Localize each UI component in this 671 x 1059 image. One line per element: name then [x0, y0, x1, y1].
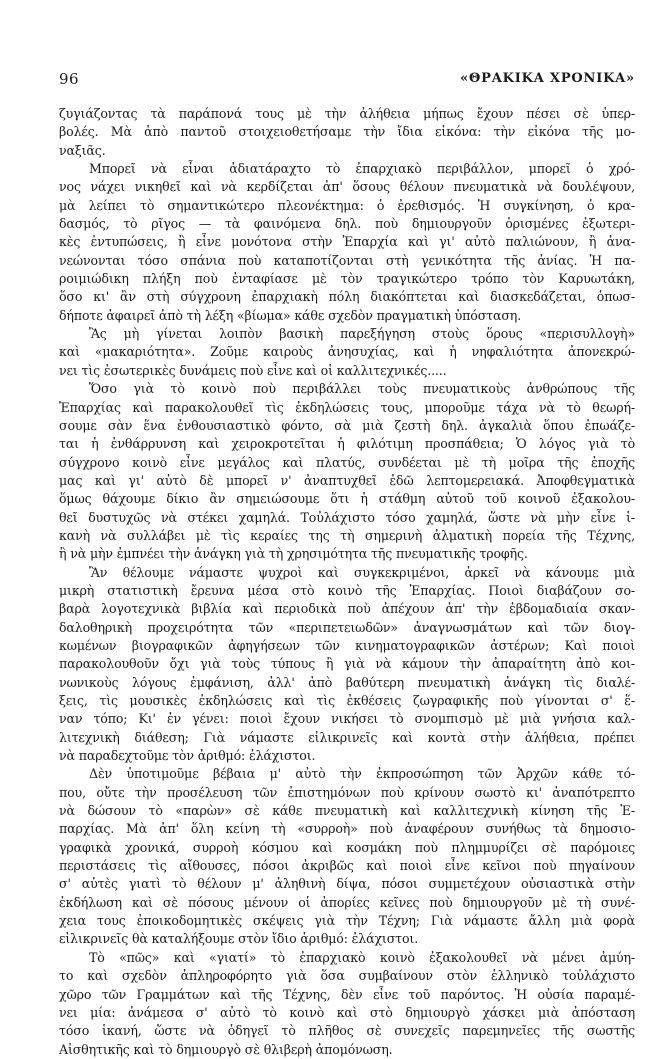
- page: [59, 70, 635, 1059]
- text-line: ὅσο κι' ἂν στὴ σύγχρονη ἐπαρχιακὴ πόλη διακόπτεται καὶ διασκεδάζεται, ὁπωσ-: [59, 289, 635, 305]
- text-line: νεώνονται τόσο σπάνια ποὺ καταποτίζονται στὴ γενικότητα τῆς ἀνίας. Ἡ πα-: [59, 252, 635, 268]
- text-line: Ὅσο γιὰ τὸ κοινὸ ποὺ περιβάλλει τοὺς πνευματικοὺς ἀνθρώπους τῆς: [89, 381, 635, 397]
- paragraph: [59, 160, 635, 325]
- text-line: μὰ λείπει τὸ σημαντικώτερο πλεονέκτημα: ὁ ἐρεθισμός. Ἡ συγκίνηση, ὁ κρα-: [59, 197, 635, 213]
- text-line: μας καὶ γι' αὐτὸ δὲ μπορεῖ ν' ἀναπτυχθεῖ ἐδῶ λεπτομερειακά. Ἀποφθεγματικὰ: [59, 472, 635, 488]
- text-line: Μπορεῖ νὰ εἶναι ἀδιατάραχτο τὸ ἐπαρχιακὸ περιβάλλον, μπορεῖ ὁ χρό-: [89, 161, 635, 177]
- running-head: [59, 70, 635, 92]
- text-line: παρχίας. Μὰ ἀπ' ὅλη κείνη τὴ «συρροὴ» ποὺ ἀναφέρουν συνήθως τὰ δημοσιο-: [59, 821, 635, 837]
- text-line: περιστάσεις τὶς αἴθουσες, πόσοι ἀκριβῶς καὶ ποιοὶ εἶνε κεῖνοι ποὺ πηγαίνουν: [59, 858, 635, 874]
- text-line: κανὴ νὰ συλλάβει μὲ τὶς κεραίες της τὴ σημερινὴ ἀλματικὴ πορεία τῆς Τέχνης,: [59, 527, 635, 543]
- text-line: χῶρο τῶν Γραμμάτων καὶ τῆς Τέχνης, δὲν εἶνε τοῦ παρόντος. Ἡ οὐσία παραμέ-: [59, 986, 635, 1002]
- text-line: Αἰσθητικῆς καὶ τὸ δημιουργὸ σὲ θλιβερὴ ἀπομόνωση.: [59, 1041, 393, 1057]
- text-line: δαλοθηρικὴ προχειρότητα τῶν «περιπετειωδῶν» ἀναγνωσμάτων καὶ τῶν διογ-: [59, 619, 635, 635]
- text-line: ἢ νὰ μὴν ἐμπνέει τὴν ἀνάγκη γιὰ τὴ χρησιμότητα τῆς πνευματικῆς τροφῆς.: [59, 546, 528, 562]
- text-line: εἰλικρινεῖς θὰ καταλήξουμε στὸν ἴδιο ἀριθμό: ἐλάχιστοι.: [59, 931, 419, 947]
- text-line: τόσο ἱκανή, ὥστε νὰ ὁδηγεῖ τὸ πλῆθος σὲ συνεχεῖς παρεμηνεῖες τῆς σωστῆς: [59, 1023, 635, 1039]
- text-line: ροιμιώδικη πλήξη ποὺ ἐνταφίασε μὲ τὸν τραγικώτερο τρόπο τὸν Καρυωτάκη,: [59, 271, 635, 287]
- text-line: νει τὶς ἐσωτερικὲς δυνάμεις ποὺ εἶνε καὶ οἱ καλλιτεχνικές.....: [59, 362, 447, 378]
- text-line: που, οὔτε τὴν προσέλευση τῶν ἐπιστημόνων ποὺ κρίνουν σωστὸ κι' ἀναπότρεπτο: [59, 784, 635, 800]
- text-line: νὰ παραδεχτοῦμε τὸν ἀριθμό: ἐλάχιστοι.: [59, 748, 316, 764]
- text-line: βολές. Μὰ ἀπὸ παντοῦ στοιχειοθετήσαμε τὴν ἴδια εἰκόνα: τὴν εἰκόνα τῆς μο-: [59, 124, 635, 140]
- text-line: δασμός, τὸ ρῖγος — τὰ φαινόμενα δηλ. ποὺ δημιουργοῦν ὁρισμένες ἐξωτερι-: [59, 216, 635, 232]
- text-line: ζυγιάζοντας τὰ παράπονά τους μὲ τὴν ἀλήθεια μήπως ἔχουν πέσει σὲ ὑπερ-: [59, 106, 635, 121]
- text-line: κὲς ἐντυπώσεις, ἢ εἶνε μονότονα στὴν Ἐπαρχία καὶ γι' αὐτὸ παλιώνουν, ἢ ἀνα-: [59, 234, 635, 250]
- paragraph: [59, 949, 635, 1059]
- text-line: Ἐπαρχίας καὶ παρακολουθεῖ τὶς ἐκδηλώσεις τους, μποροῦμε τάχα νὰ τὸ θεωρή-: [59, 399, 635, 415]
- journal-title: «ΘΡΑΚΙΚΑ ΧΡΟΝΙΚΑ»: [460, 71, 635, 86]
- text-line: ὅμως θάχουμε δίκιο ἂν σημειώσουμε ὅτι ἡ στάθμη αὐτοῦ τοῦ κοινοῦ ἐξακολου-: [59, 491, 635, 507]
- text-line: χεια τους ἐποικοδομητικὲς σκέψεις γιὰ τὴν Τέχνη; Γιὰ νάμαστε ἄλλη μιὰ φορὰ: [59, 913, 635, 929]
- text-line: Ἂν θέλουμε νάμαστε ψυχροὶ καὶ συγκεκριμένοι, ἀρκεῖ νὰ κάνουμε μιὰ: [89, 564, 635, 580]
- text-line: καὶ «μακαριότητα». Ζοῦμε καιροὺς ἀνησυχίας, καὶ ἡ νηφαλιότητα ἀπονεκρώ-: [59, 344, 635, 360]
- text-line: Τὸ «πῶς» καὶ «γιατί» τὸ ἐπαρχιακὸ κοινὸ ἐξακολουθεῖ νὰ μένει ἀμύη-: [89, 949, 635, 965]
- text-line: νωνικοὺς λόγους ἐμφάνιση, ἀλλ' ἀπὸ βαθύτερη πνευματικὴ ἀνάγκη τὶς διαλέ-: [59, 674, 635, 690]
- text-line: σουμε σὰν ἕνα ἐνθουσιαστικὸ φόντο, σὰ μιὰ ζεστὴ δηλ. ἀγκαλιὰ ὅπου ἐπωάζε-: [59, 417, 635, 433]
- text-line: λιτεχνικὴ διάθεση; Γιὰ νάμαστε εἰλικρινεῖς καὶ κοντὰ στὴν ἀλήθεια, πρέπει: [59, 729, 635, 745]
- text-line: Δὲν ὑποτιμοῦμε βέβαια μ' αὐτὸ τὴν ἐκπροσώπηση τῶν Ἀρχῶν κάθε τό-: [89, 766, 635, 782]
- text-line: σ' αὐτὲς γιατὶ τὸ θέλουν μ' ἀληθινὴ δίψα, πόσοι συμμετέχουν οὐσιαστικὰ στὴν: [59, 876, 635, 892]
- text-line: ναν τόπο; Κι' ἐν γένει: ποιοὶ ἔχουν νικήσει τὸ σνομπισμὸ μὲ μιὰ γνήσια καλ-: [59, 711, 635, 727]
- text-line: κωμένων βιογραφικῶν ἀφηγήσεων τῶν κινηματογραφικῶν ἀστέρων; Καὶ ποιοὶ: [59, 637, 635, 653]
- body-text: [59, 105, 635, 1059]
- paragraph: [59, 105, 635, 160]
- text-line: δήποτε ἀφαιρεῖ ἀπὸ τὴ λέξη «βίωμα» κάθε σχεδὸν πραγματικὴ ὑπόσταση.: [59, 307, 522, 323]
- page-number: 96: [59, 70, 80, 88]
- text-line: ται ἡ ἐνθάρρυνση καὶ χειροκροτεῖται ἡ φιλότιμη προσπάθεια; Ὁ λόγος γιὰ τὸ: [59, 436, 635, 452]
- text-line: βαρὰ λογοτεχνικὰ βιβλία καὶ περιοδικὰ ποὺ ἀπέχουν ἀπ' τὴν ἑβδομαδιαία σκαν-: [59, 601, 635, 617]
- text-line: νος νάχει νικηθεῖ καὶ νὰ κερδίζεται ἀπ' ὅσους θέλουν πνευματικὰ νὰ δουλέψουν,: [59, 179, 635, 195]
- paragraph: [59, 325, 635, 380]
- paragraph: [59, 564, 635, 766]
- text-line: νει μία: ἀνάμεσα σ' αὐτὸ τὸ κοινὸ καὶ στὸ δημιουργὸ χάσκει μιὰ ἀπόσταση: [59, 1004, 635, 1020]
- text-line: μικρὴ στατιστικὴ ἔρευνα μέσα στὸ κοινὸ τῆς Ἐπαρχίας. Ποιοὶ διαβάζουν σο-: [59, 582, 635, 598]
- text-line: θεῖ δυστυχῶς νὰ στέκει χαμηλά. Τοὐλάχιστο τόσο χαμηλά, ὥστε νὰ μὴν εἶνε ἱ-: [59, 509, 635, 525]
- text-line: ναξιᾶς.: [59, 142, 106, 158]
- paragraph: [59, 765, 635, 948]
- text-line: Ἂς μὴ γίνεται λοιπὸν βασικὴ παρεξήγηση στοὺς ὅρους «περισυλλογὴ»: [89, 326, 635, 342]
- text-line: γραφικὰ χρονικά, συρροὴ κόσμου καὶ κοσμάκη ποὺ πλημμυρίζει σὲ παρόμοιες: [59, 839, 635, 855]
- text-line: το καὶ σχεδὸν ἀπληροφόρητο γιὰ ὅσα συμβαίνουν στὸν ἑλληνικὸ τοὐλάχιστο: [59, 968, 635, 984]
- text-line: ξεις, τὶς μουσικὲς ἐκδηλώσεις καὶ τὶς ἐκθέσεις ζωγραφικῆς ποὺ γίνονται σ' ἕ-: [59, 693, 635, 708]
- text-line: παρακολουθοῦν ὄχι γιὰ τοὺς τύπους ἢ γιὰ νὰ κάμουν τὴν ἀπαραίτητη ἀπὸ κοι-: [59, 656, 635, 672]
- text-line: ἐκδήλωση καὶ σὲ πόσους μένουν οἱ ἀπορίες κεῖνες ποὺ δημιουργοῦν μὲ τὴ συνέ-: [59, 894, 635, 910]
- text-line: νὰ δώσουν τὸ «παρὼν» σὲ κάθε πνευματικὴ καὶ καλλιτεχνικὴ κίνηση τῆς Ἐ-: [59, 803, 635, 819]
- text-line: σύγχρονο κοινὸ εἶνε μεγάλος καὶ πλατύς, συνδέεται μὲ τὴ μοῖρα τῆς ἐποχῆς: [59, 454, 635, 470]
- paragraph: [59, 380, 635, 563]
